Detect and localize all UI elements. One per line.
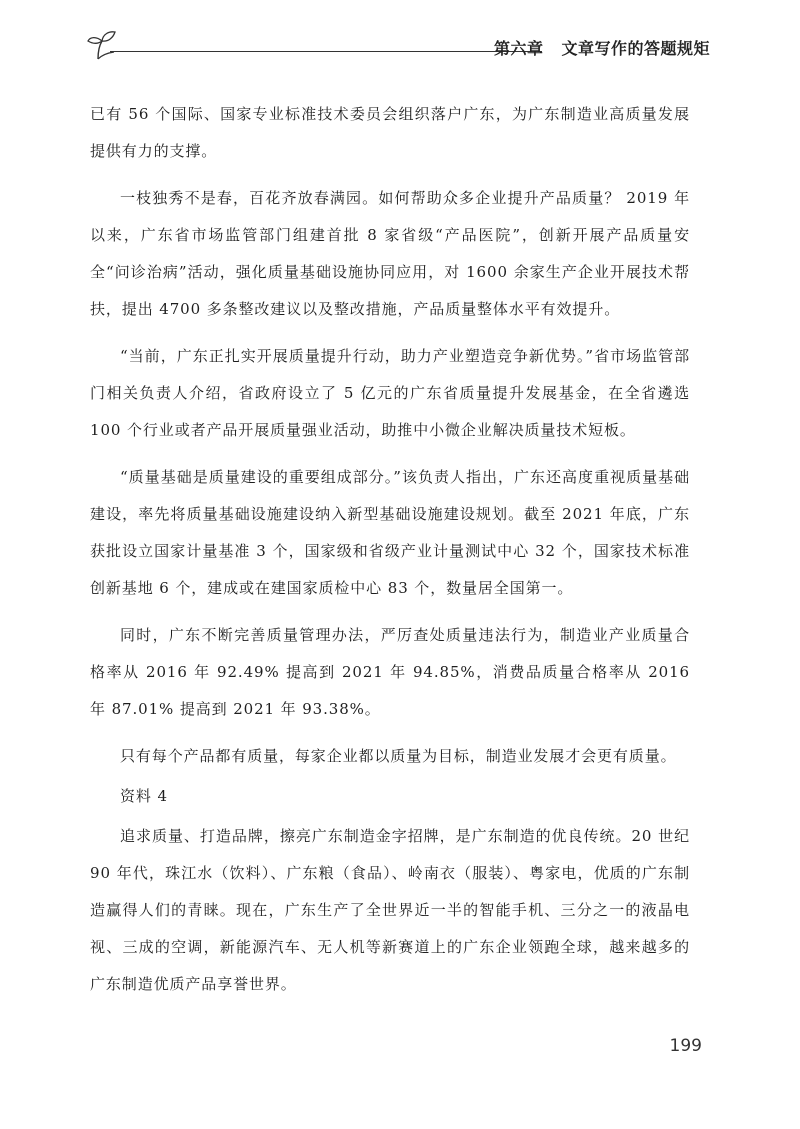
paragraph: “当前，广东正扎实开展质量提升行动，助力产业塑造竞争新优势。”省市场监管部门相关负责人介绍，省政府设立了 5 亿元的广东省质量提升发展基金，在全省遴选 100 个行业或者产品开展质量强业活动，助推中小微企业解决质量技术短板。 xyxy=(90,347,690,439)
paragraph: 只有每个产品都有质量，每家企业都以质量为目标，制造业发展才会更有质量。 xyxy=(120,747,677,765)
page-body xyxy=(90,96,690,1003)
paragraph: 追求质量、打造品牌，擦亮广东制造金字招牌，是广东制造的优良传统。20 世纪 90 年代，珠江水（饮料）、广东粮（食品）、岭南衣（服装）、粤家电，优质的广东制造赢得人们的青睐。现在，广东生产了全世界近一半的智能手机、三分之一的液晶电视、三成的空调，新能源汽车、无人机等新赛道上的广东企业领跑全球，越来越多的广东制造优质产品享誉世界。 xyxy=(90,827,690,993)
chapter-title: 文章写作的答题规矩 xyxy=(561,39,710,58)
running-header xyxy=(84,26,710,66)
paragraph: 同时，广东不断完善质量管理办法，严厉查处质量违法行为，制造业产业质量合格率从 2016 年 92.49% 提高到 2021 年 94.85%，消费品质量合格率从 2016 年 87.01% 提高到 2021 年 93.38%。 xyxy=(90,626,690,718)
section-heading: 资料 4 xyxy=(120,787,168,805)
paragraph: “质量基础是质量建设的重要组成部分。”该负责人指出，广东还高度重视质量基础建设，率先将质量基础设施建设纳入新型基础设施建设规划。截至 2021 年底，广东获批设立国家计量基准 3 个，国家级和省级产业计量测试中心 32 个，国家技术标准创新基地 6 个，建成或在建国家质检中心 83 个，数量居全国第一。 xyxy=(90,468,690,597)
chapter-label: 第六章 xyxy=(493,39,544,58)
sprout-icon xyxy=(84,26,124,66)
page-number: 199 xyxy=(669,1036,702,1056)
running-head xyxy=(494,36,710,59)
paragraph: 一枝独秀不是春，百花齐放春满园。如何帮助众多企业提升产品质量？ 2019 年以来，广东省市场监管部门组建首批 8 家省级“产品医院”，创新开展产品质量安全“问诊治病”活动，强化质量基础设施协同应用，对 1600 余家生产企业开展技术帮扶，提出 4700 多条整改建议以及整改措施，产品质量整体水平有效提升。 xyxy=(90,189,690,318)
header-rule xyxy=(110,51,542,52)
paragraph-continued: 已有 56 个国际、国家专业标准技术委员会组织落户广东，为广东制造业高质量发展提供有力的支撑。 xyxy=(90,105,690,160)
